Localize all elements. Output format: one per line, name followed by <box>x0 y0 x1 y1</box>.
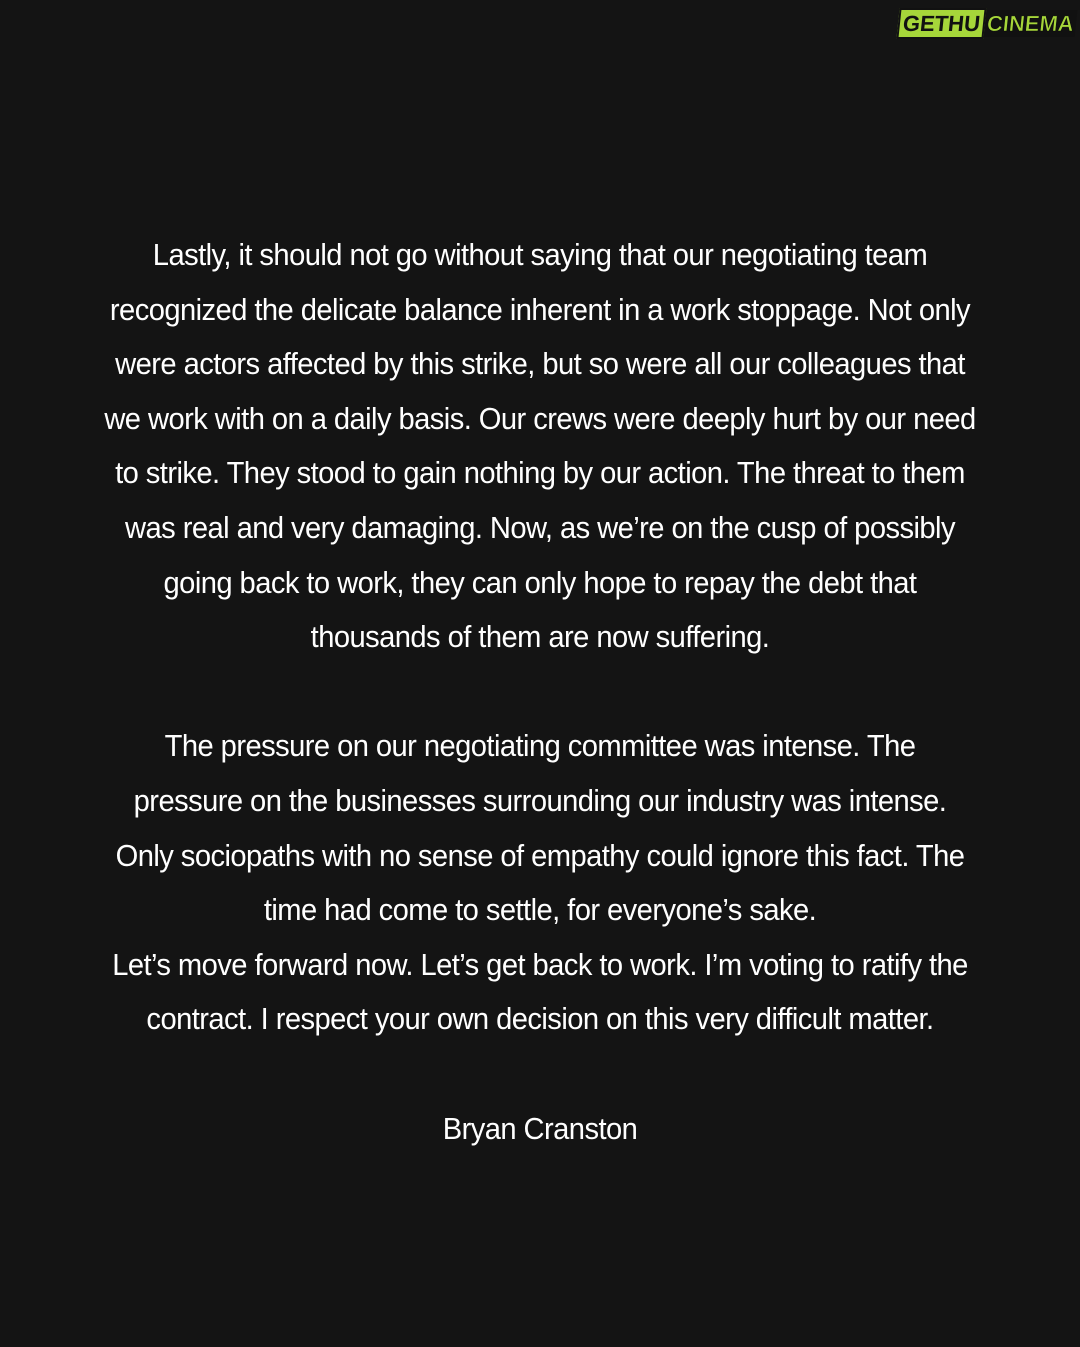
paragraph-lastly: Lastly, it should not go without saying that our negotiating team recognized the delicate balance inherent in a work stoppage. Not only were actors affected by this strike, but so were all our colleagues that we work with on a daily basis. Our crews were deeply hurt by our need to strike. They stood to gain nothing by our action. The threat to them was real and very damaging. Now, as we’re on the cusp of possibly going back to work, they can only hope to repay the debt that thousands of them are now suffering. <box>104 237 976 655</box>
signature-spacer <box>70 1047 1010 1102</box>
paragraph-spacer <box>70 665 1010 720</box>
gethu-cinema-logo <box>897 8 1078 39</box>
signature: Bryan Cranston <box>442 1110 638 1146</box>
statement-text <box>70 228 1010 1156</box>
paragraph-pressure: The pressure on our negotiating committee was intense. The pressure on the businesses surrounding our industry was intense. Only sociopaths with no sense of empathy could ignore this fact. The time had come to settle, for everyone’s sake. Let’s move forward now. Let’s get back to work. I’m voting to ratify the contract. I respect your own decision on this very difficult matter. <box>112 728 968 1037</box>
logo-part-cinema: CINEMA <box>984 10 1078 37</box>
logo-part-gethu: GETHU <box>897 8 987 39</box>
